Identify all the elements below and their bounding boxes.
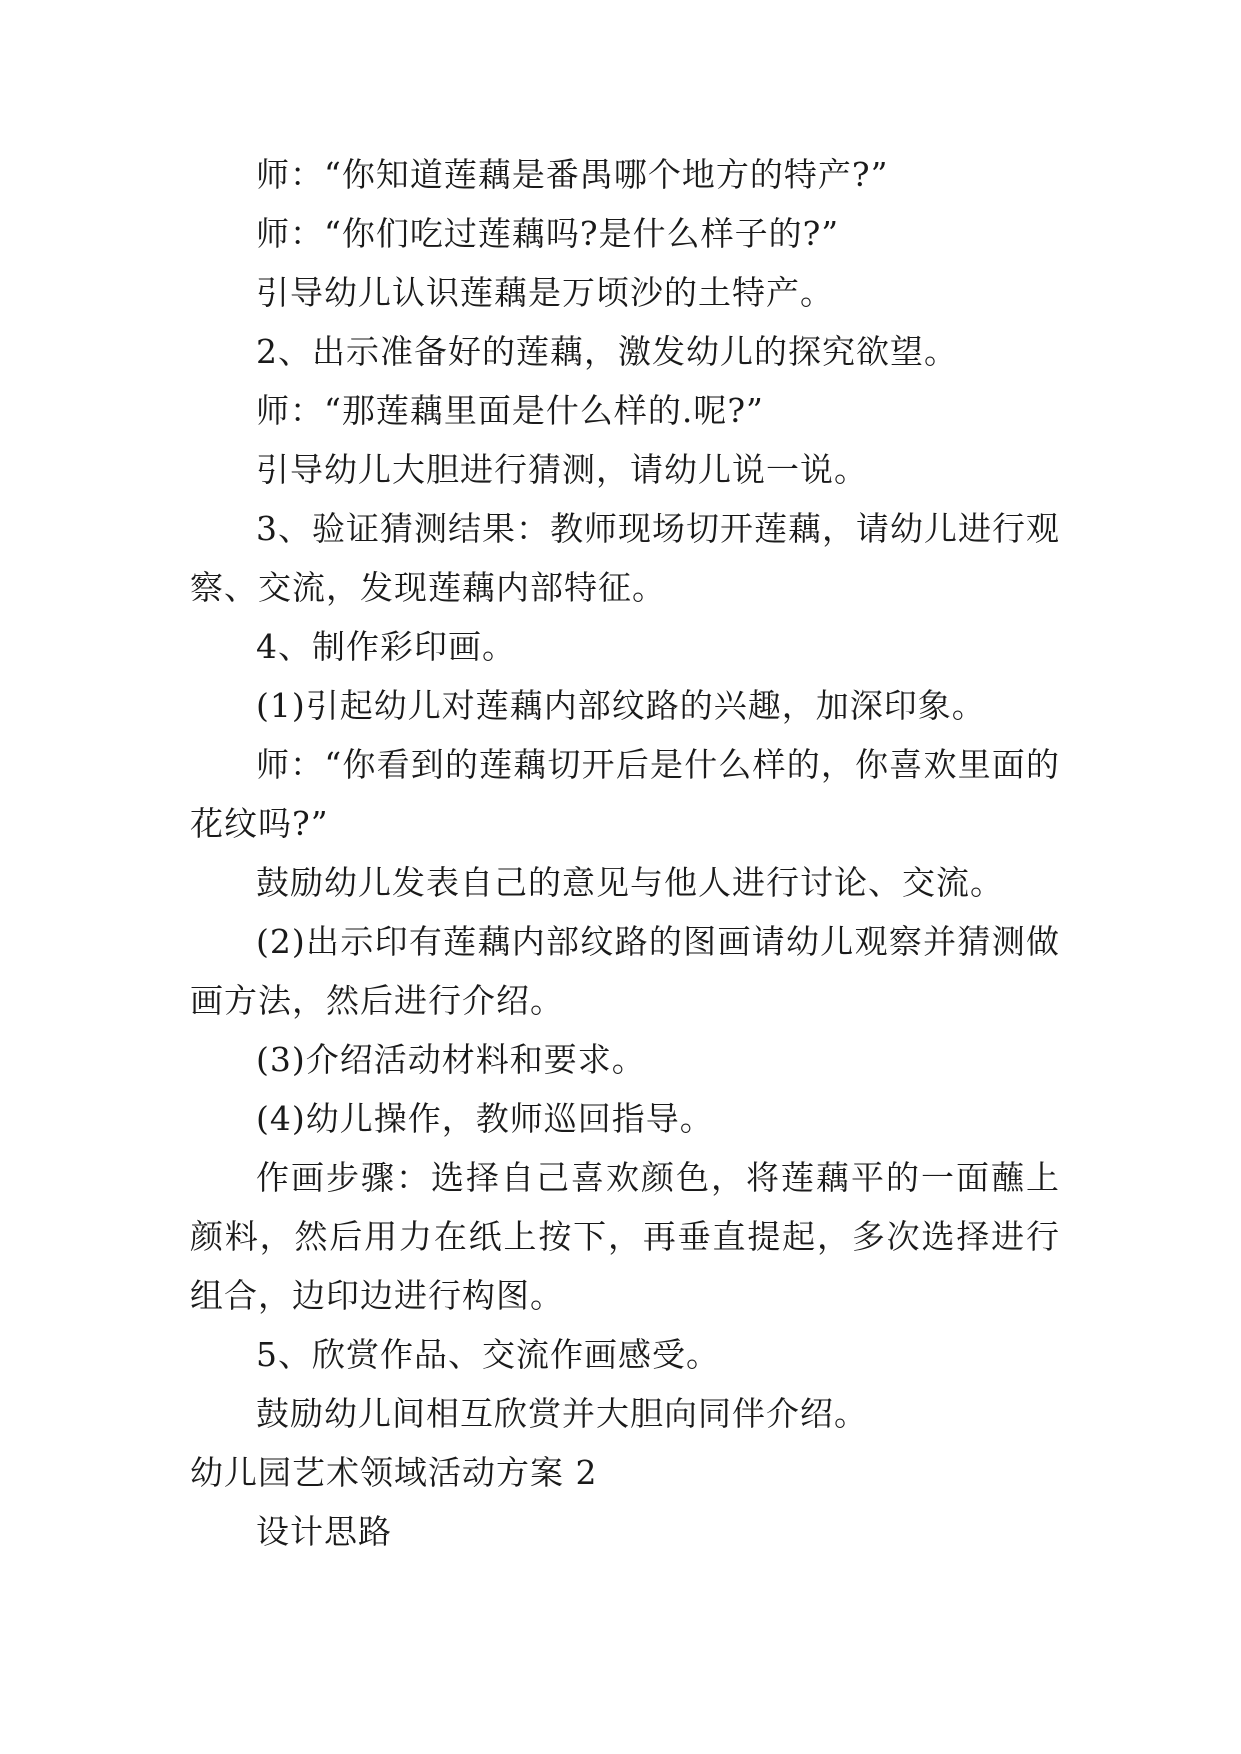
paragraph: 鼓励幼儿发表自己的意见与他人进行讨论、交流。 <box>256 863 1004 902</box>
paragraph: 鼓励幼儿间相互欣赏并大胆向同伴介绍。 <box>256 1394 868 1433</box>
paragraph: 引导幼儿大胆进行猜测，请幼儿说一说。 <box>256 450 868 489</box>
paragraph: (3)介绍活动材料和要求。 <box>256 1040 646 1079</box>
paragraph: 3、验证猜测结果：教师现场切开莲藕，请幼儿进行观察、交流，发现莲藕内部特征。 <box>190 509 1060 607</box>
paragraph: 师：“你看到的莲藕切开后是什么样的，你喜欢里面的花纹吗?” <box>190 745 1060 843</box>
paragraph: 设计思路 <box>256 1512 392 1551</box>
paragraph: (4)幼儿操作，教师巡回指导。 <box>256 1099 714 1138</box>
paragraph: 师：“你知道莲藕是番禺哪个地方的特产?” <box>256 155 889 194</box>
paragraph: 5、欣赏作品、交流作画感受。 <box>256 1335 720 1374</box>
document-body <box>190 145 1060 1561</box>
paragraph: (1)引起幼儿对莲藕内部纹路的兴趣，加深印象。 <box>256 686 986 725</box>
paragraph: 引导幼儿认识莲藕是万顷沙的土特产。 <box>256 273 834 312</box>
paragraph: 师：“那莲藕里面是什么样的.呢?” <box>256 391 764 430</box>
section-heading: 幼儿园艺术领域活动方案 2 <box>190 1453 598 1492</box>
paragraph: 师：“你们吃过莲藕吗?是什么样子的?” <box>256 214 840 253</box>
paragraph: 作画步骤：选择自己喜欢颜色，将莲藕平的一面蘸上颜料，然后用力在纸上按下，再垂直提起，多次选择进行组合，边印边进行构图。 <box>190 1158 1060 1315</box>
paragraph: (2)出示印有莲藕内部纹路的图画请幼儿观察并猜测做画方法，然后进行介绍。 <box>190 922 1060 1020</box>
paragraph: 2、出示准备好的莲藕，激发幼儿的探究欲望。 <box>256 332 958 371</box>
paragraph: 4、制作彩印画。 <box>256 627 516 666</box>
